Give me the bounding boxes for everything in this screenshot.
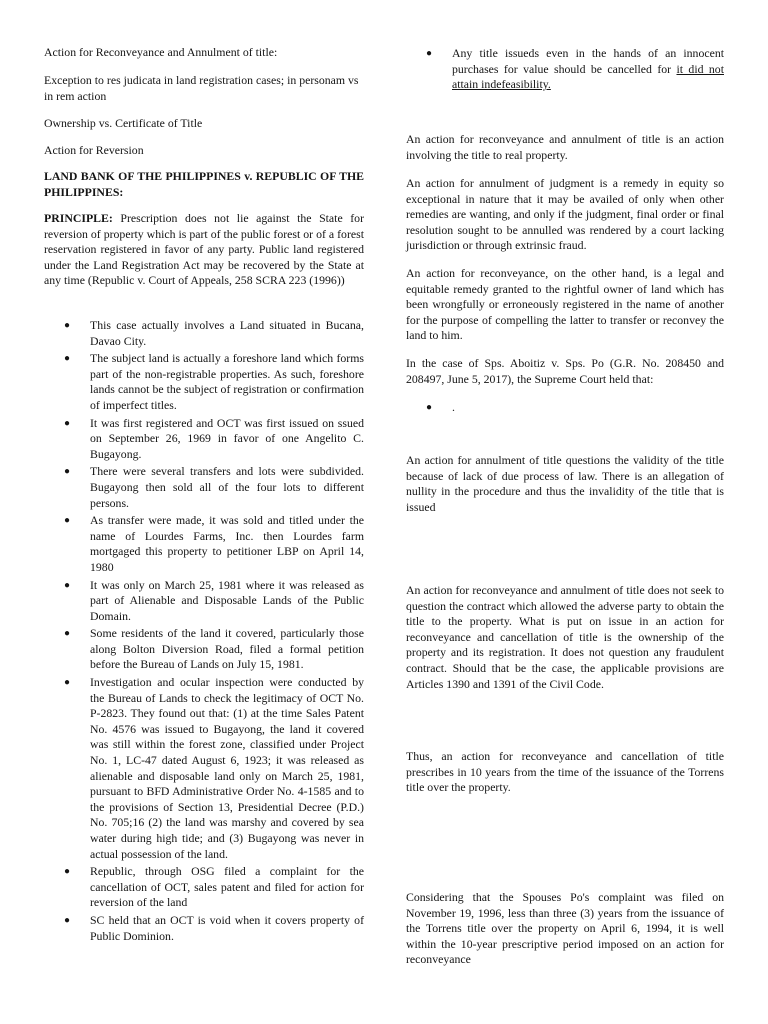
- list-item: ● SC held that an OCT is void when it covers property of Public Dominion.: [64, 912, 364, 943]
- bullet-icon: ●: [64, 628, 71, 640]
- paragraph-ownership-issue: An action for reconveyance and annulment of title does not seek to question the contract which allowed the adverse party to obtain the title to the property. What is put on issue in an action for reconveyance and cancellation of title is the ownership of the property and its registration. It does not question any fraudulent contract. Should that be the case, the applicable provisions are Articles 1390 and 1391 of the Civil Code.: [406, 583, 724, 691]
- case-facts-list: [44, 318, 364, 946]
- list-item: ● Any title issueds even in the hands of an innocent purchases for value should be cancelled for it did not attain indefeasibility.: [426, 46, 724, 92]
- paragraph-reconveyance: An action for reconveyance, on the other hand, is a legal and equitable remedy granted to the rightful owner of land which has been wrongfully or erroneously registered in the name of another for the purpose of compelling the latter to transfer or reconvey the land to him.: [406, 266, 724, 343]
- principle-label: PRINCIPLE:: [44, 211, 113, 225]
- heading-ownership: Ownership vs. Certificate of Title: [44, 116, 203, 130]
- bullet-icon: ●: [64, 515, 71, 527]
- paragraph-aboitiz-case: In the case of Sps. Aboitiz v. Sps. Po (G.R. No. 208450 and 208497, June 5, 2017), the Supreme Court held that:: [406, 356, 724, 386]
- principle-text: Prescription does not lie against the State for reversion of property which is part of the public forest or of a forest reservation registered in favor of any party. Public land registered under the Land Registration Act may be recovered by the State at any time (Republic v. Court of Appeals, 258 SCRA 223 (1996)): [44, 211, 364, 288]
- case-title: LAND BANK OF THE PHILIPPINES v. REPUBLIC OF THE PHILIPPINES:: [44, 169, 364, 199]
- list-item: ● The subject land is actually a foreshore land which forms part of the non-registrable properties. As such, foreshore lands cannot be the subject of registration or confirmation of imperfect titles.: [64, 351, 364, 412]
- list-item: ● There were several transfers and lots were subdivided. Bugayong then sold all of the four lots to different persons.: [64, 464, 364, 510]
- bullet-icon: ●: [426, 402, 433, 413]
- empty-bullet-list: [406, 400, 724, 418]
- paragraph-title-action: An action for reconveyance and annulment of title is an action involving the title to real property.: [406, 132, 724, 162]
- heading-reconveyance: Action for Reconveyance and Annulment of title:: [44, 45, 278, 59]
- list-item: ● Republic, through OSG filed a complaint for the cancellation of OCT, sales patent and filed for action for reversion of the land: [64, 864, 364, 910]
- list-item: ● As transfer were made, it was sold and titled under the name of Lourdes Farms, Inc. then Lourdes farm mortgaged this property to petitioner LBP on April 14, 1980: [64, 513, 364, 574]
- heading-reversion: Action for Reversion: [44, 143, 144, 157]
- indefeasibility-list: [406, 46, 724, 95]
- bullet-icon: ●: [64, 677, 71, 689]
- list-item: ● This case actually involves a Land situated in Bucana, Davao City.: [64, 318, 364, 348]
- list-item: ● Investigation and ocular inspection were conducted by the Bureau of Lands to check the legitimacy of OCT No. P-2823. They found out that: (1) at the time Sales Patent No. 4576 was issued to Bugayong, the land it covered was still within the forest zone, classified under Project No. 1, LC-47 dated August 6, 1923; it was released as alienable and disposable land only on March 25, 1981, pursuant to BFD Administrative Order No. 4-1585 and to the provisions of Section 13, Presidential Decree (P.D.) No. 705;16 (2) the land was marshy and covered by sea water during high tide; and (3) Bugayong was never in actual possession of the land.: [64, 675, 364, 861]
- heading-res-judicata: Exception to res judicata in land registration cases; in personam vs in rem action: [44, 73, 359, 103]
- bullet-icon: ●: [64, 417, 71, 429]
- bullet-icon: ●: [64, 320, 71, 331]
- list-item: ● It was first registered and OCT was first issued on ssued on September 26, 1969 in favor of one Angelito C. Bugayong.: [64, 415, 364, 461]
- bullet-icon: ●: [64, 353, 71, 365]
- bullet-icon: ●: [64, 866, 71, 878]
- list-item: ● Some residents of the land it covered, particularly those along Bolton Diversion Road, filed a formal petition before the Bureau of Lands on July 15, 1981.: [64, 626, 364, 672]
- bullet-icon: ●: [426, 48, 433, 59]
- paragraph-annulment-judgment: An action for annulment of judgment is a remedy in equity so exceptional in nature that it may be availed of only when other remedies are wanting, and only if the judgment, final order or final resolution sought to be annulled was rendered by a court lacking jurisdiction or through extrinsic fraud.: [406, 176, 724, 253]
- paragraph-annulment-title: An action for annulment of title questions the validity of the title because of lack of due process of law. There is an allegation of nullity in the procedure and thus the invalidity of the title that is issued: [406, 453, 724, 514]
- list-item: ● .: [426, 400, 455, 414]
- principle-paragraph: [44, 211, 364, 289]
- paragraph-spouses-po: Considering that the Spouses Po's complaint was filed on November 19, 1996, less than three (3) years from the issuance of the Torrens title over the property on April 6, 1994, it is well within the 10-year prescriptive period imposed on an action for reconveyance: [406, 890, 724, 967]
- paragraph-prescription: Thus, an action for reconveyance and cancellation of title prescribes in 10 years from the time of the issuance of the Torrens title over the property.: [406, 749, 724, 795]
- bullet-icon: ●: [64, 579, 71, 591]
- bullet-icon: ●: [64, 466, 71, 478]
- bullet-icon: ●: [64, 914, 71, 926]
- underlined-text: it did not attain indefeasibility.: [452, 61, 724, 92]
- list-item: ● It was only on March 25, 1981 where it was released as part of Alienable and Disposable Lands of the Public Domain.: [64, 577, 364, 623]
